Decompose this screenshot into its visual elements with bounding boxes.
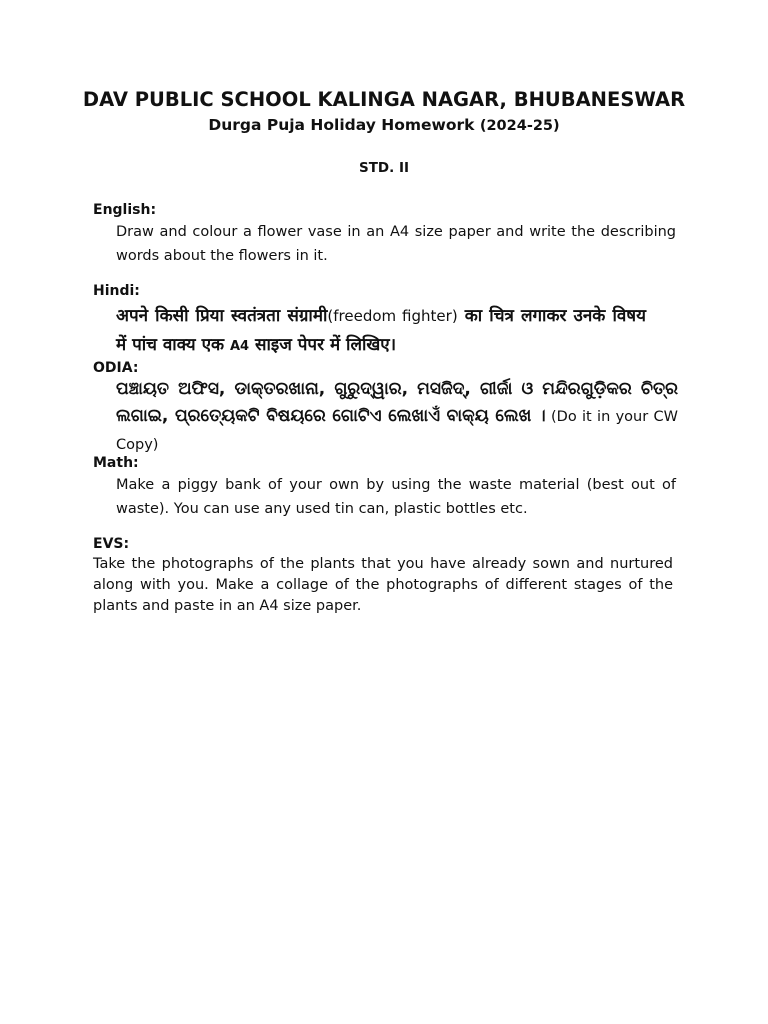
subtitle-year: (2024-25) [479,118,560,134]
subtitle-main: Durga Puja Holiday Homework [208,116,475,134]
hindi-text-part1: अपने किसी प्रिया स्वतंत्रता संग्रामी [116,306,328,326]
hindi-heading: Hindi: [93,283,140,299]
odia-text-part1: ପଞ୍ଚାୟତ ଅଫିସ, ଡାକ୍ତରଖାନା, ଗୁରୁଦ୍ୱାର, ମସଜିଦ୍, ଗୀର୍ଜା ଓ ମନ୍ଦିରଗୁଡ଼ିକର ଚିତ୍ର ଲଗାଇ, ପ୍ରତ୍ୟେକଟି ବିଷୟରେ ଗୋଟିଏ ଲେଖାଏଁ ବାକ୍ୟ ଲେଖ । [116,379,678,426]
odia-heading: ODIA: [93,360,139,376]
evs-text: Take the photographs of the plants that you have already sown and nurtured along with you. Make a collage of the photographs of different stages of the plants and paste in an A4 size paper. [93,556,673,614]
hindi-text-part2: (freedom fighter) [327,307,458,325]
hindi-text-part4: A4 [229,339,250,354]
hindi-text [116,302,646,361]
standard-label: STD. II [358,160,409,176]
odia-text-part2: (Do it in your CW Copy) [116,409,678,453]
homework-subtitle [0,116,768,134]
hindi-text-part5: साइज पेपर में लिखिए। [249,335,397,355]
english-heading: English: [93,202,157,218]
school-name: DAV PUBLIC SCHOOL KALINGA NAGAR, BHUBANESWAR [82,88,686,111]
math-heading: Math: [93,455,139,471]
odia-text [116,376,678,459]
hindi-text-part3: का चित्र लगाकर उनके विषय में पांच वाक्य एक [116,306,646,355]
english-text: Draw and colour a flower vase in an A4 size paper and write the describing words about the flowers in it. [116,224,676,264]
math-text: Make a piggy bank of your own by using the waste material (best out of waste). You can use any used tin can, plastic bottles etc. [116,477,676,517]
evs-heading: EVS: [93,536,130,552]
